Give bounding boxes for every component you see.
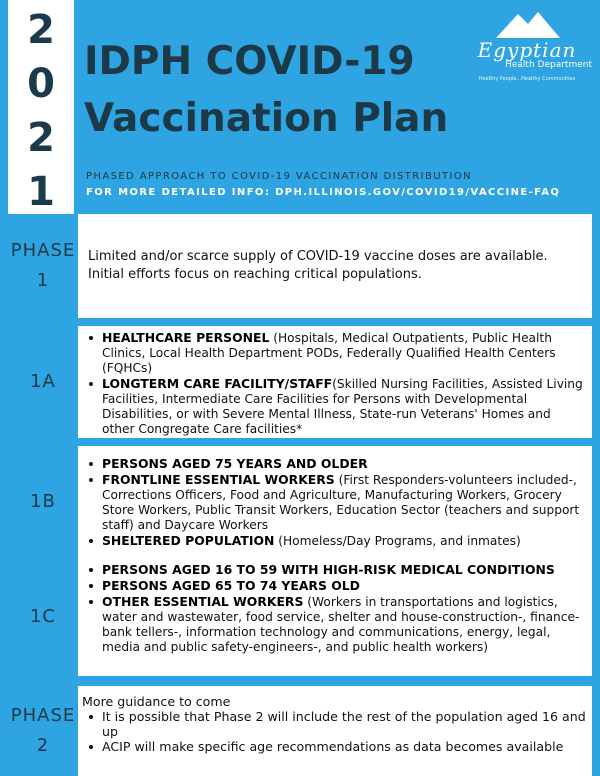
mountain-icon bbox=[462, 8, 592, 42]
item-heading: LONGTERM CARE FACILITY/STAFF bbox=[102, 376, 333, 391]
logo-tagline: Healthy People...Healthy Communities bbox=[478, 76, 576, 82]
title-line-2: Vaccination Plan bbox=[84, 96, 449, 141]
logo-subname: Health Department bbox=[505, 60, 592, 70]
phase-1b-label: 1B bbox=[30, 491, 56, 512]
list-item bbox=[102, 594, 586, 655]
item-heading: SHELTERED POPULATION bbox=[102, 533, 275, 548]
item-heading: OTHER ESSENTIAL WORKERS bbox=[102, 594, 304, 609]
list-item bbox=[102, 376, 586, 437]
phase-1b-content bbox=[78, 446, 592, 558]
phase-2-content bbox=[78, 686, 592, 776]
item-detail: (First Responders-volunteers included-, Corrections Officers, Food and Agriculture, Manufacturing Workers, Grocery Store Workers, Public Transit Workers, Education Sector (teachers and support staff) and Daycare Workers bbox=[102, 473, 580, 532]
item-detail: (Hospitals, Medical Outpatients, Public Health Clinics, Local Health Department PODs, Federally Qualified Health Centers (FQHCs) bbox=[102, 331, 556, 375]
list-item bbox=[102, 578, 586, 594]
list-item bbox=[102, 533, 586, 549]
phase-1a-content bbox=[78, 326, 592, 438]
item-heading: FRONTLINE ESSENTIAL WORKERS bbox=[102, 472, 335, 487]
phase-1c-row bbox=[8, 558, 592, 676]
item-detail: (Homeless/Day Programs, and inmates) bbox=[274, 534, 521, 548]
list-item bbox=[102, 456, 586, 472]
phase-1-description: Limited and/or scarce supply of COVID-19 vaccine doses are available. Initial efforts focus on reaching critical populations. bbox=[78, 214, 592, 318]
more-info-link-text: FOR MORE DETAILED INFO: DPH.ILLINOIS.GOV/COVID19/VACCINE-FAQ bbox=[86, 187, 561, 198]
phase-label-number: 1 bbox=[36, 270, 50, 291]
phase-label-word: PHASE bbox=[10, 240, 76, 261]
list-item bbox=[102, 472, 586, 533]
list-item bbox=[102, 562, 586, 578]
phase-1c-content bbox=[78, 558, 592, 676]
phase-2-row bbox=[8, 686, 592, 776]
phase-1a-row bbox=[8, 326, 592, 438]
phase-1-row bbox=[8, 214, 592, 318]
phase-1b-row bbox=[8, 446, 592, 558]
item-heading: HEALTHCARE PERSONEL bbox=[102, 330, 270, 345]
logo-name: Egyptian bbox=[477, 38, 577, 62]
item-detail: (Skilled Nursing Facilities, Assisted Living Facilities, Intermediate Care Facilities for Persons with Developmental Disabilities, or with Severe Mental Illness, State-run Veterans' Homes and other Congregate Care facilities* bbox=[102, 377, 583, 436]
item-detail: (Workers in transportations and logistics, water and wastewater, food service, shelter and house-construction-, finance-bank tellers-, information technology and communications, energy, legal, media and public safety-engineers-, and public health workers) bbox=[102, 595, 580, 654]
year-digit: 1 bbox=[27, 169, 55, 215]
phase-1a-label: 1A bbox=[30, 371, 56, 392]
item-heading: PERSONS AGED 75 YEARS AND OLDER bbox=[102, 456, 368, 471]
phase-2-label bbox=[8, 686, 78, 776]
year-digit: 2 bbox=[27, 7, 55, 53]
phase-label-word: PHASE bbox=[10, 705, 76, 726]
phase-1c-label: 1C bbox=[29, 606, 57, 627]
subtitle: PHASED APPROACH TO COVID-19 VACCINATION DISTRIBUTION bbox=[86, 171, 472, 182]
item-heading: PERSONS AGED 65 TO 74 YEARS OLD bbox=[102, 578, 360, 593]
year-digit: 2 bbox=[27, 115, 55, 161]
list-item bbox=[102, 330, 586, 376]
year-column bbox=[8, 0, 74, 214]
item-heading: PERSONS AGED 16 TO 59 WITH HIGH-RISK MEDICAL CONDITIONS bbox=[102, 562, 555, 577]
egyptian-health-logo bbox=[462, 8, 592, 88]
phase-label-number: 2 bbox=[36, 735, 50, 756]
phase-1-label bbox=[8, 214, 78, 318]
list-item: ACIP will make specific age recommendations as data becomes available bbox=[102, 739, 586, 754]
year-digit: 0 bbox=[27, 61, 55, 107]
title-line-1: IDPH COVID-19 bbox=[84, 39, 415, 84]
list-item: It is possible that Phase 2 will include the rest of the population aged 16 and up bbox=[102, 709, 586, 739]
phase-2-intro: More guidance to come bbox=[82, 694, 231, 709]
